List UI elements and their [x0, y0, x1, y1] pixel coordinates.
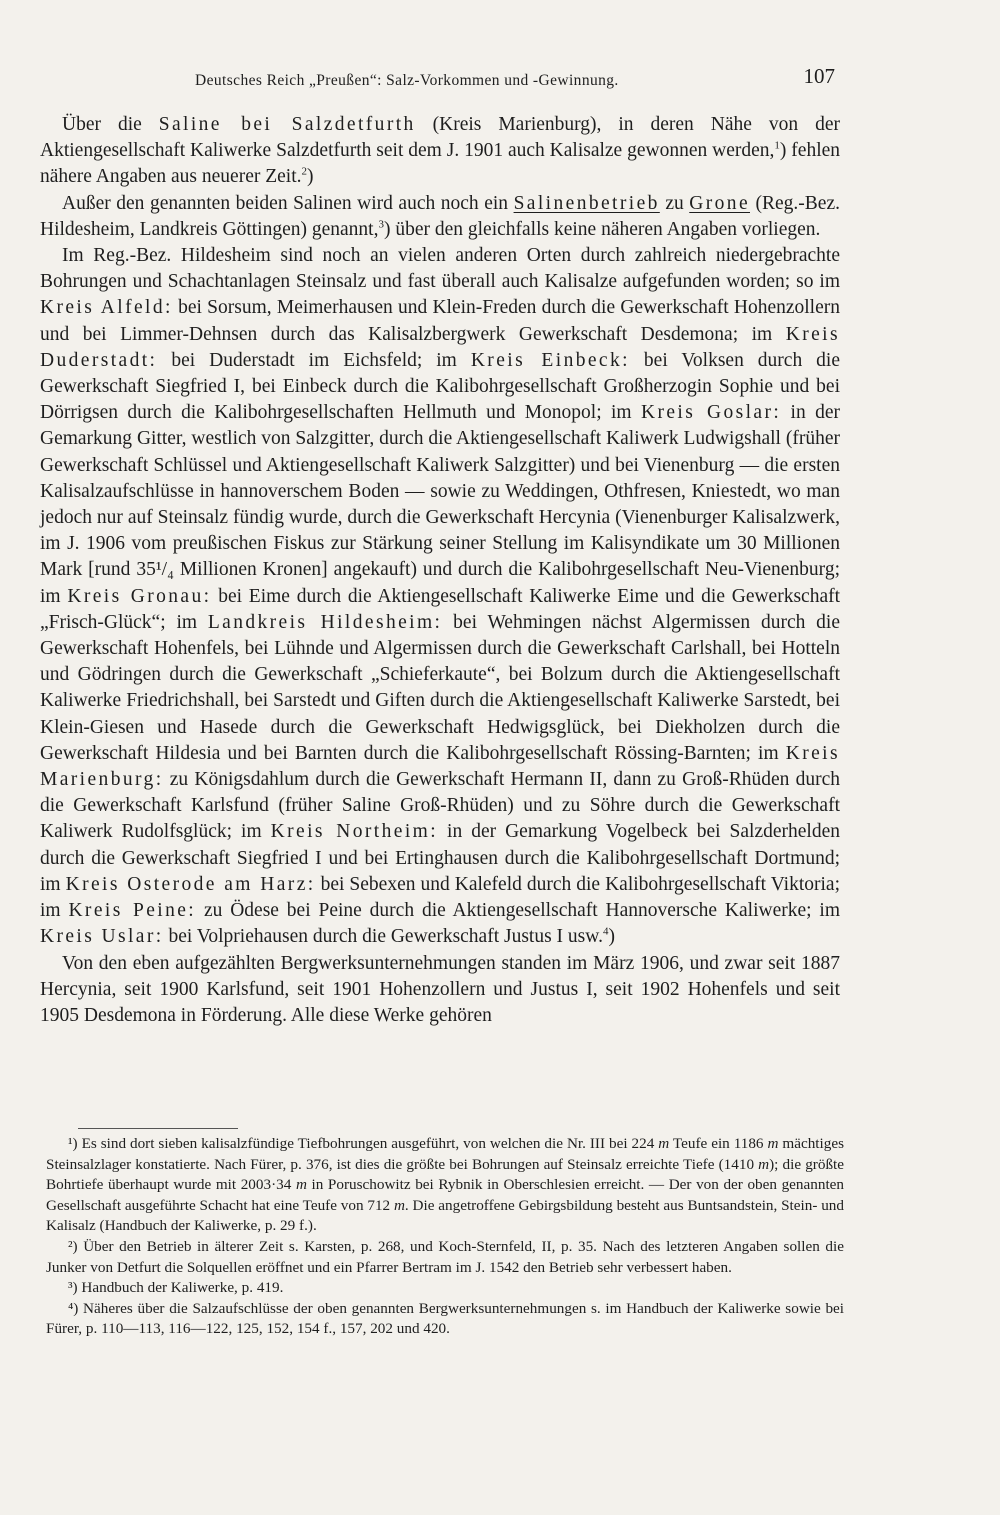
text-run: Teufe ein 1186 — [669, 1135, 768, 1152]
footnote-divider — [78, 1128, 238, 1129]
text-run: bei Duderstadt im Eichsfeld; im — [157, 349, 471, 371]
text-run: . Die angetroffene Gebirgsbildung besteht aus Buntsandstein, Stein- und Kalisalz (Handbuch der Kaliwerke, p. 29 f.). — [46, 1196, 844, 1235]
main-text — [40, 112, 840, 1029]
footnote-ref: 3 — [378, 218, 384, 231]
text-run: bei Eime durch die Aktiengesellschaft Kaliwerke Eime und die Gewerkschaft „Frisch-Glück“; im — [40, 585, 841, 633]
text-run: ) über den gleichfalls keine näheren Angaben vorliegen. — [383, 218, 821, 240]
page-number: 107 — [803, 64, 835, 88]
text-run: Es sind dort sieben kalisalzfündige Tiefbohrungen ausgeführt, von welchen die Nr. III bei 224 — [77, 1135, 659, 1152]
text-run: bei Sebexen und Kalefeld durch die Kalibohrgesellschaft Viktoria; im — [40, 873, 840, 922]
text-run: bei Volpriehausen durch die Gewerkschaft Justus I usw. — [163, 926, 603, 948]
spaced-term: Grone — [689, 192, 750, 214]
paragraph-bergwerksunternehmungen: Von den eben aufgezählten Bergwerksunternehmungen standen im März 1906, und zwar seit 1887 Hercynia, seit 1900 Karlsfund, seit 1901 Hohenzollern und Justus I, seit 1902 Hohenfels und seit 1905 Desdemona in Förderung. Alle diese Werke gehören — [40, 952, 840, 1026]
running-title: Deutsches Reich „Preußen“: Salz-Vorkommen und -Gewinnung. — [195, 72, 619, 89]
spaced-term: Salinenbetrieb — [513, 192, 660, 214]
district-name: Kreis Goslar: — [640, 402, 782, 424]
text-run: (Reg.-Bez. Hildesheim, Landkreis Göttingen) genannt, — [40, 192, 840, 240]
footnote-ref: 1 — [774, 139, 780, 152]
text-run: bei Volksen durch die Gewerkschaft Siegfried I, bei Einbeck durch die Kalibohrgesellschaft Großherzogin Sophie und bei Dörrigsen durch die Kalibohrgesellschaften Hellmuth und Monopol; im — [40, 349, 840, 424]
footnote-ref: 4 — [602, 925, 609, 938]
district-name: Kreis Einbeck: — [470, 349, 630, 371]
text-run: bei Sorsum, Meimerhausen und Klein-Freden durch die Gewerkschaft Hohenzollern und bei Limmer-Dehnsen durch das Kalisalzbergwerk Gewerkschaft Desdemona; im — [40, 297, 840, 345]
text-run: (Kreis Marienburg), in deren Nähe von der Aktiengesellschaft Kaliwerke Salzdetfurth seit dem J. 1901 auch Kalisalze gewonnen werden, — [40, 114, 840, 162]
text-run: zu Ödese bei Peine durch die Aktiengesellschaft Hannoversche Kaliwerke; im — [196, 900, 840, 922]
district-name: Kreis Osterode am Harz: — [65, 873, 316, 895]
paragraph-salinenbetrieb-grone — [40, 191, 840, 243]
footnote-2: ²) Über den Betrieb in älterer Zeit s. Karsten, p. 268, und Koch-Sternfeld, II, p. 35. Nach des letzteren Angaben sollen die Junker von Detfurt die Solquellen eröffnet und ein Pfarrer Bertram im J. 1542 den Betrieb sehr verbessert haben. — [46, 1237, 844, 1276]
text-run: in Poruschowitz bei Rybnik in Oberschlesien erreicht. — Der von der oben genannten Gesellschaft ausgeführte Schacht hat eine Teufe von 712 — [46, 1176, 844, 1214]
text-run: Im Reg.-Bez. Hildesheim sind noch an vielen anderen Orten durch zahlreich niedergebrachte Bohrungen und Schachtanlagen Steinsalz und fast überall auch Kalisalze aufgefunden worden; so im — [40, 245, 840, 293]
district-name: Kreis Alfeld: — [40, 297, 173, 319]
page-header — [195, 60, 835, 94]
unit: m — [295, 1176, 307, 1194]
footnote-1 — [46, 1134, 844, 1237]
district-name: Kreis Peine: — [68, 900, 197, 922]
text-run: mächtiges Steinsalzlager konstatierte. Nach Fürer, p. 376, ist dies die größte bei Bohrungen auf Steinsalz erreichte Tiefe (1410 — [46, 1135, 844, 1173]
district-name: Kreis Uslar: — [40, 926, 164, 948]
unit: m — [393, 1196, 405, 1214]
spaced-term: Saline bei Salzdetfurth — [158, 114, 416, 135]
text-run: zu Königsdahlum durch die Gewerkschaft Hermann II, dann zu Groß-Rhüden durch die Gewerkschaft Karlsfund (früher Saline Groß-Rhüden) und zu Söhre durch die Gewerkschaft Kaliwerk Rudolfsglück; im — [40, 769, 840, 843]
text-run: ) — [307, 166, 314, 188]
text-run: Außer den genannten beiden Salinen wird auch noch ein — [62, 192, 514, 214]
text-run: ); die größte Bohrtiefe überhaupt wurde mit 2003·34 — [46, 1155, 844, 1194]
unit: m — [658, 1135, 670, 1152]
text-run: in der Gemarkung Gitter, westlich von Salzgitter, durch die Aktiengesellschaft Kaliwerk Ludwigshall (früher Gewerkschaft Schlüssel und Aktiengesellschaft Kaliwerk Salzgitter) und bei Vienenburg — die ersten Kalisalzaufschlüsse in hannoverschem Boden — sowie zu Weddingen, Othfresen, Kniestedt, wo man jedoch nur auf Steinsalz fündig wurde, durch die Gewerkschaft Hercynia (Vienenburger Kalisalzwerk, im J. 1906 vom preußischen Fiskus zur Stärkung seiner Stellung im Kalisyndikate um 30 Millionen Mark [rund 35¹/₄ Millionen Kronen] angekauft) und durch die Kalibohrgesellschaft Neu-Vienenburg; im — [40, 402, 840, 607]
footnotes — [46, 1134, 844, 1340]
district-name: Kreis Northeim: — [270, 821, 439, 843]
footnote-mark: ¹) — [68, 1135, 78, 1152]
district-name: Kreis Gronau: — [67, 585, 212, 607]
district-name: Kreis Duderstadt: — [40, 323, 840, 371]
text-run: zu — [659, 192, 690, 214]
paragraph-reg-bez-hildesheim — [40, 243, 840, 950]
unit: m — [767, 1135, 779, 1152]
text-run: Über die — [62, 114, 159, 135]
unit: m — [758, 1155, 770, 1173]
footnote-3: ³) Handbuch der Kaliwerke, p. 419. — [68, 1279, 284, 1297]
text-run: ) fehlen nähere Angaben aus neuerer Zeit. — [40, 140, 841, 188]
text-run: bei Wehmingen nächst Algermissen durch die Gewerkschaft Hohenfels, bei Lühnde und Algermissen durch die Gewerkschaft Carlshall, bei Hotteln und Gödringen durch die Gewerkschaft „Schieferkaute“, bei Bolzum durch die Aktiengesellschaft Kaliwerke Friedrichshall, bei Sarstedt und Giften durch die Aktiengesellschaft Kaliwerke Sarstedt, bei Klein-Giesen und Hasede durch die Gewerkschaft Hedwigsglück, bei Diekholzen durch die Gewerkschaft Hildesia und bei Barnten durch die Kalibohrgesellschaft Rössing-Barnten; im — [40, 611, 840, 764]
text-run: ) — [608, 926, 615, 948]
footnote-ref: 2 — [301, 165, 307, 178]
paragraph-saline-salzdetfurth — [40, 112, 840, 191]
text-run: in der Gemarkung Vogelbeck bei Salzderhelden durch die Gewerkschaft Siegfried I und bei Ertinghausen durch die Kalibohrgesellschaft Dortmund; im — [40, 821, 841, 895]
district-name: Kreis Marienburg: — [40, 742, 840, 791]
footnote-4: ⁴) Näheres über die Salzaufschlüsse der oben genannten Bergwerksunternehmungen s. im Handbuch der Kaliwerke sowie bei Fürer, p. 110—113, 116—122, 125, 152, 154 f., 157, 202 und 420. — [46, 1299, 844, 1338]
district-name: Landkreis Hildesheim: — [207, 611, 443, 633]
